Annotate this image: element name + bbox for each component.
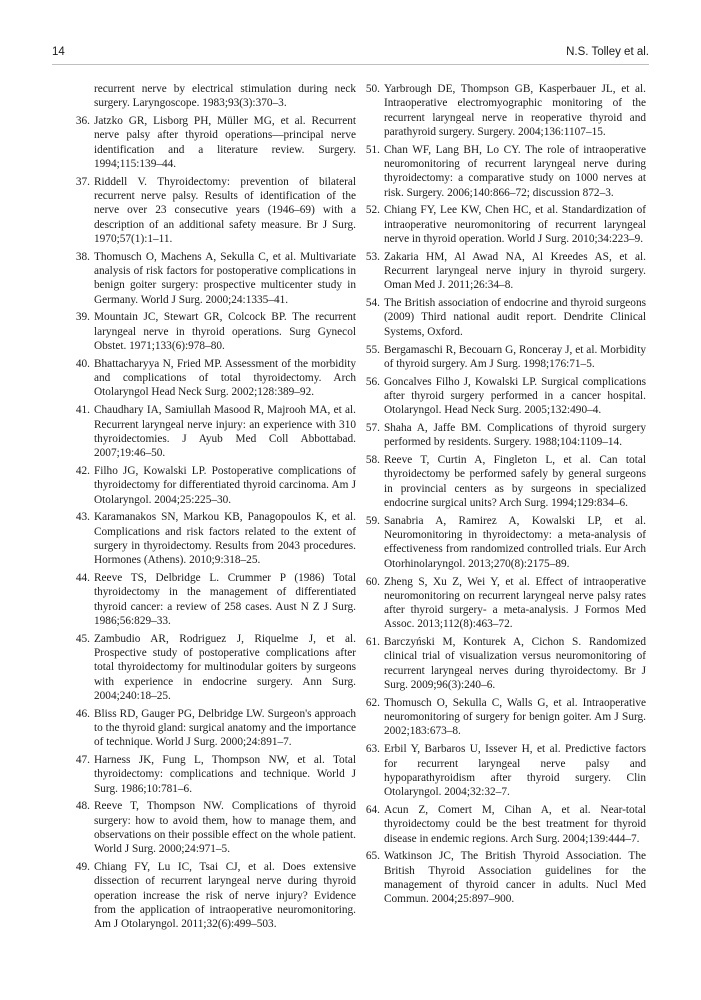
reference-number: 46. — [75, 707, 90, 720]
reference-text: Goncalves Filho J, Kowalski LP. Surgical complications after thyroid surgery performed in a cancer hospital. Otolaryngol. Head Neck Surg. 2005;132:490–4. — [384, 375, 646, 417]
reference-text: Mountain JC, Stewart GR, Colcock BP. The recurrent laryngeal nerve in thyroid operations. Surg Gynecol Obstet. 1971;133(6):978–80. — [94, 311, 356, 353]
reference-text: Zambudio AR, Rodriguez J, Riquelme J, et al. Prospective study of postoperative complications after total thyroidectomy for multinodular goiters by surgeons with experience in endocrine surgery. Ann Surg. 2004;240:18–25. — [94, 632, 356, 702]
reference-item — [72, 510, 356, 567]
page-header — [52, 44, 649, 65]
reference-item — [362, 343, 646, 372]
reference-item — [362, 375, 646, 418]
reference-number: 58. — [365, 454, 380, 467]
reference-number: 36. — [75, 115, 90, 128]
reference-text: Bergamaschi R, Becouarn G, Ronceray J, et al. Morbidity of thyroid surgery. Am J Surg. 1998;176:71–5. — [384, 343, 646, 370]
reference-number: 40. — [75, 357, 90, 370]
reference-text: Chaudhary IA, Samiullah Masood R, Majrooh MA, et al. Recurrent laryngeal nerve injury: an experience with 310 thyroidectomies. J Ayub Med Coll Abbottabad. 2007;19:46–50. — [94, 404, 356, 460]
reference-item — [72, 114, 356, 171]
reference-number: 37. — [75, 175, 90, 188]
reference-number: 62. — [365, 696, 380, 709]
reference-item — [72, 250, 356, 307]
reference-item — [72, 799, 356, 856]
reference-number: 44. — [75, 572, 90, 584]
reference-text: Sanabria A, Ramirez A, Kowalski LP, et al. Neuromonitoring in thyroidectomy: a meta-analysis of effectiveness from randomized controlled trials. Eur Arch Otorhinolaryngol. 2013;270(8):2175–89. — [384, 514, 646, 570]
reference-number: 61. — [365, 636, 380, 649]
reference-column-right — [362, 82, 646, 910]
reference-number: 47. — [75, 754, 90, 767]
reference-item — [362, 203, 646, 246]
reference-text: Bhattacharyya N, Fried MP. Assessment of the morbidity and complications of total thyroidectomy. Arch Otolaryngol Head Neck Surg. 2002;128:389–92. — [94, 357, 356, 399]
reference-item — [72, 707, 356, 750]
reference-text: Chiang FY, Lu IC, Tsai CJ, et al. Does extensive dissection of recurrent laryngeal nerve during thyroid operation increase the risk of nerve injury? Evidence from the application of intraoperative neuromonitoring. Am J Otolaryngol. 2011;32(6):499–503. — [94, 861, 356, 931]
reference-text: Watkinson JC, The British Thyroid Association. The British Thyroid Association guidelines for the management of thyroid cancer in adults. Nucl Med Commun. 2004;25:897–900. — [384, 850, 646, 906]
reference-number: 59. — [365, 514, 380, 527]
reference-item — [72, 403, 356, 460]
reference-item — [72, 357, 356, 400]
reference-list-left — [72, 114, 356, 932]
reference-column-left — [72, 82, 356, 935]
reference-text: Barczyński M, Konturek A, Cichon S. Randomized clinical trial of visualization versus neuromonitoring of recurrent laryngeal nerves during thyroidectomy. Br J Surg. 2009;96(3):240–6. — [384, 636, 646, 692]
reference-item — [362, 296, 646, 339]
reference-item — [362, 575, 646, 632]
reference-item — [362, 742, 646, 799]
reference-number: 57. — [365, 422, 380, 435]
reference-number: 41. — [75, 404, 90, 417]
reference-text: Reeve T, Curtin A, Fingleton L, et al. Can total thyroidectomy be performed safely by general surgeons in provincial centers as by surgeons in specialized endocrine surgical units? Arch Surg. 1994;129:834–6. — [384, 454, 646, 510]
reference-number: 42. — [75, 464, 90, 477]
reference-item — [72, 310, 356, 353]
reference-number: 65. — [365, 850, 380, 863]
reference-number: 51. — [365, 143, 380, 156]
reference-number: 38. — [75, 250, 90, 263]
reference-list-right — [362, 82, 646, 907]
reference-text: The British association of endocrine and thyroid surgeons (2009) Third national audit report. Dendrite Clinical Systems, Oxford. — [384, 297, 646, 338]
reference-number: 45. — [75, 632, 90, 645]
reference-text: Reeve T, Thompson NW. Complications of thyroid surgery: how to avoid them, how to manage them, and observations on their possible effect on the whole patient. World J Surg. 2000;24:971–5. — [94, 800, 356, 856]
reference-item — [362, 803, 646, 846]
reference-text: Chan WF, Lang BH, Lo CY. The role of intraoperative neuromonitoring of recurrent laryngeal nerve during thyroidectomy: a comparative study on 1000 nerves at risk. Surgery. 2006;140:866–72; discussion 872–3. — [384, 143, 646, 199]
reference-item — [72, 464, 356, 507]
reference-number: 60. — [365, 575, 380, 588]
reference-item — [72, 753, 356, 796]
reference-text: Jatzko GR, Lisborg PH, Müller MG, et al. Recurrent nerve palsy after thyroid operations—principal nerve identification and a literature review. Surgery. 1994;115:139–44. — [94, 115, 356, 170]
reference-text: Shaha A, Jaffe BM. Complications of thyroid surgery performed by residents. Surgery. 1988;104:1109–14. — [384, 422, 646, 449]
reference-number: 63. — [365, 743, 380, 756]
reference-text: Karamanakos SN, Markou KB, Panagopoulos K, et al. Complications and risk factors related to the extent of surgery in thyroidectomy. Results from 2043 procedures. Hormones (Athens). 2010;9:318–25. — [94, 511, 356, 567]
reference-number: 55. — [365, 343, 380, 356]
reference-number: 48. — [75, 800, 90, 813]
reference-number: 50. — [365, 83, 380, 95]
reference-number: 53. — [365, 250, 380, 263]
reference-text: Zheng S, Xu Z, Wei Y, et al. Effect of intraoperative neuromonitoring on recurrent laryngeal nerve palsy rates after thyroid surgery- a meta-analysis. J Formos Med Assoc. 2013;112(8):463–72. — [384, 575, 646, 631]
reference-item — [72, 860, 356, 931]
reference-item — [362, 143, 646, 200]
reference-item — [362, 635, 646, 692]
reference-number: 56. — [365, 375, 380, 388]
reference-text: Thomusch O, Sekulla C, Walls G, et al. Intraoperative neuromonitoring of surgery for benign goiter. Am J Surg. 2002;183:673–8. — [384, 696, 646, 738]
reference-text: Bliss RD, Gauger PG, Delbridge LW. Surgeon's approach to the thyroid gland: surgical anatomy and the importance of technique. World J Surg. 2000;24:891–7. — [94, 707, 356, 749]
reference-item — [362, 696, 646, 739]
reference-number: 54. — [365, 297, 380, 310]
reference-text: Filho JG, Kowalski LP. Postoperative complications of thyroidectomy for differentiated thyroid carcinoma. Am J Otolaryngol. 2004;25:225–30. — [94, 464, 356, 506]
reference-item — [72, 632, 356, 703]
reference-number: 39. — [75, 311, 90, 324]
reference-item — [362, 514, 646, 571]
reference-item — [362, 453, 646, 510]
reference-text: Yarbrough DE, Thompson GB, Kasperbauer JL, et al. Intraoperative electromyographic monitoring of the recurrent laryngeal nerve in reoperative thyroid and parathyroid surgery. Surgery. 2004;136:1107–15. — [384, 83, 646, 138]
reference-number: 52. — [365, 204, 380, 217]
reference-text: Thomusch O, Machens A, Sekulla C, et al. Multivariate analysis of risk factors for postoperative complications in benign goiter surgery: prospective multicenter study in Germany. World J Surg. 2000;24:1335–41. — [94, 250, 356, 306]
running-author: N.S. Tolley et al. — [566, 46, 649, 58]
reference-text: Reeve TS, Delbridge L. Crummer P (1986) Total thyroidectomy in the management of differentiated thyroid cancer: a review of 258 cases. Aust N Z J Surg. 1986;56:829–33. — [94, 572, 356, 627]
reference-text: Erbil Y, Barbaros U, Issever H, et al. Predictive factors for recurrent laryngeal nerve palsy and hypoparathyroidism after thyroid surgery. Clin Otolaryngol. 2004;32:32–7. — [384, 743, 646, 799]
reference-number: 43. — [75, 511, 90, 524]
reference-item — [362, 421, 646, 450]
reference-continuation: recurrent nerve by electrical stimulation during neck surgery. Laryngoscope. 1983;93(3):370–3. — [94, 83, 356, 110]
page-number: 14 — [52, 46, 65, 58]
reference-item — [362, 849, 646, 906]
reference-item — [362, 82, 646, 139]
reference-item — [362, 250, 646, 293]
reference-text: Riddell V. Thyroidectomy: prevention of bilateral recurrent nerve palsy. Results of identification of the nerve over 23 consecutive years (1946–69) with a description of an additional safety measure. Br J Surg. 1970;57(1):1–11. — [94, 175, 356, 245]
reference-text: Chiang FY, Lee KW, Chen HC, et al. Standardization of intraoperative neuromonitoring of recurrent laryngeal nerve in thyroid operation. World J Surg. 2010;34:223–9. — [384, 204, 646, 245]
reference-item — [72, 571, 356, 628]
reference-number: 64. — [365, 803, 380, 816]
reference-text: Harness JK, Fung L, Thompson NW, et al. Total thyroidectomy: complications and technique. World J Surg. 1986;10:781–6. — [94, 754, 356, 795]
reference-number: 49. — [75, 861, 90, 874]
reference-text: Zakaria HM, Al Awad NA, Al Kreedes AS, et al. Recurrent laryngeal nerve injury in thyroid surgery. Oman Med J. 2011;26:34–8. — [384, 250, 646, 292]
reference-text: Acun Z, Comert M, Cihan A, et al. Near-total thyroidectomy could be the best treatment for thyroid disease in endemic regions. Arch Surg. 2004;139:444–7. — [384, 803, 646, 845]
reference-item — [72, 175, 356, 246]
